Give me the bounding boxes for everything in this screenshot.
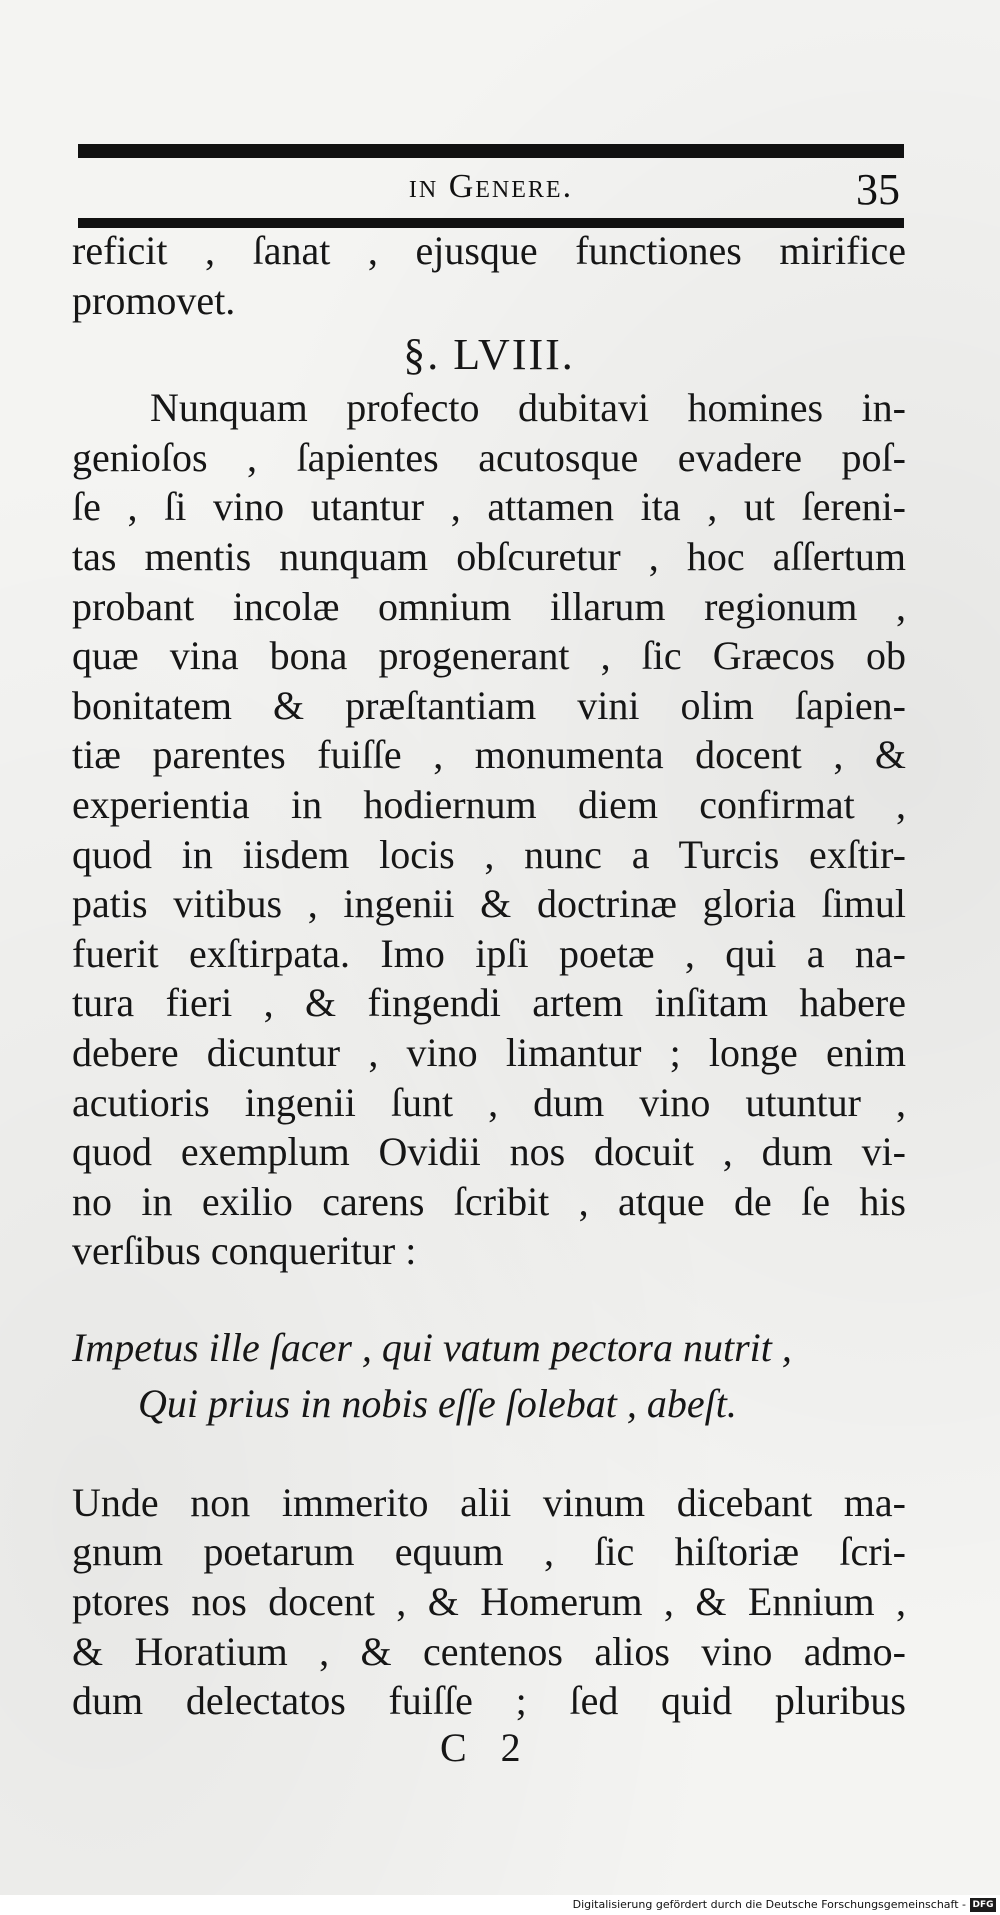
running-head: [78, 164, 904, 216]
text-line: dum delectatos fuiſſe ; ſed quid pluribus: [72, 1678, 906, 1724]
text-line: probant incolæ omnium illarum regionum ,: [72, 583, 906, 629]
text-line: genioſos , ſapientes acutosque evadere poſ-: [72, 434, 906, 480]
text-line: & Horatium , & centenos alios vino admo-: [72, 1628, 906, 1674]
text-line: ptores nos docent , & Homerum , & Ennium ,: [72, 1579, 906, 1625]
text-line: Nunquam profecto dubitavi homines in-: [150, 385, 906, 431]
text-line: debere dicuntur , vino limantur ; longe enim: [72, 1029, 906, 1075]
text-line: quod in iisdem locis , nunc a Turcis exſtir-: [72, 831, 906, 877]
text-line: verſibus conqueritur :: [72, 1228, 417, 1274]
verse-quotation: [72, 1320, 906, 1432]
signature-mark: C 2: [440, 1725, 533, 1770]
text-line: bonitatem & præſtantiam vini olim ſapien-: [72, 682, 906, 728]
header-rule-top: [78, 144, 904, 158]
text-line: Unde non immerito alii vinum dicebant ma-: [72, 1479, 906, 1525]
dfg-logo: DFG: [970, 1898, 996, 1912]
text-line: quod exemplum Ovidii nos docuit , dum vi-: [72, 1129, 906, 1175]
text-line: experientia in hodiernum diem confirmat ,: [72, 781, 906, 827]
text-line: tura fieri , & fingendi artem inſitam habere: [72, 980, 906, 1026]
text-line: acutioris ingenii ſunt , dum vino utuntur ,: [72, 1079, 906, 1125]
text-line: gnum poetarum equum , ſic hiſtoriæ ſcri-: [72, 1529, 906, 1575]
body-text: [72, 226, 906, 1726]
text-line: fuerit exſtirpata. Imo ipſi poetæ , qui a na-: [72, 930, 906, 976]
text-line: promovet.: [72, 277, 236, 323]
text-line: ſe , ſi vino utantur , attamen ita , ut ſereni-: [72, 484, 906, 530]
running-title: in Genere.: [408, 168, 574, 205]
page-number: 35: [856, 165, 900, 214]
text-line: tiæ parentes fuiſſe , monumenta docent , &: [72, 732, 906, 778]
section-heading: §. LVIII.: [403, 330, 575, 380]
digitization-credit: Digitalisierung gefördert durch die Deutsche Forschungsgemeinschaft -: [572, 1898, 966, 1911]
text-line: quæ vina bona progenerant , ſic Græcos ob: [72, 633, 906, 679]
verse-line: Qui prius in nobis eſſe ſolebat , abeſt.: [138, 1380, 737, 1426]
text-line: reficit , ſanat , ejusque functiones mirifice: [72, 228, 906, 273]
text-line: tas mentis nunquam obſcuretur , hoc aſſertum: [72, 533, 906, 579]
text-line: no in exilio carens ſcribit , atque de ſe his: [72, 1178, 906, 1224]
text-line: patis vitibus , ingenii & doctrinæ gloria ſimul: [72, 881, 906, 927]
verse-line: Impetus ille ſacer , qui vatum pectora nutrit ,: [72, 1324, 792, 1370]
